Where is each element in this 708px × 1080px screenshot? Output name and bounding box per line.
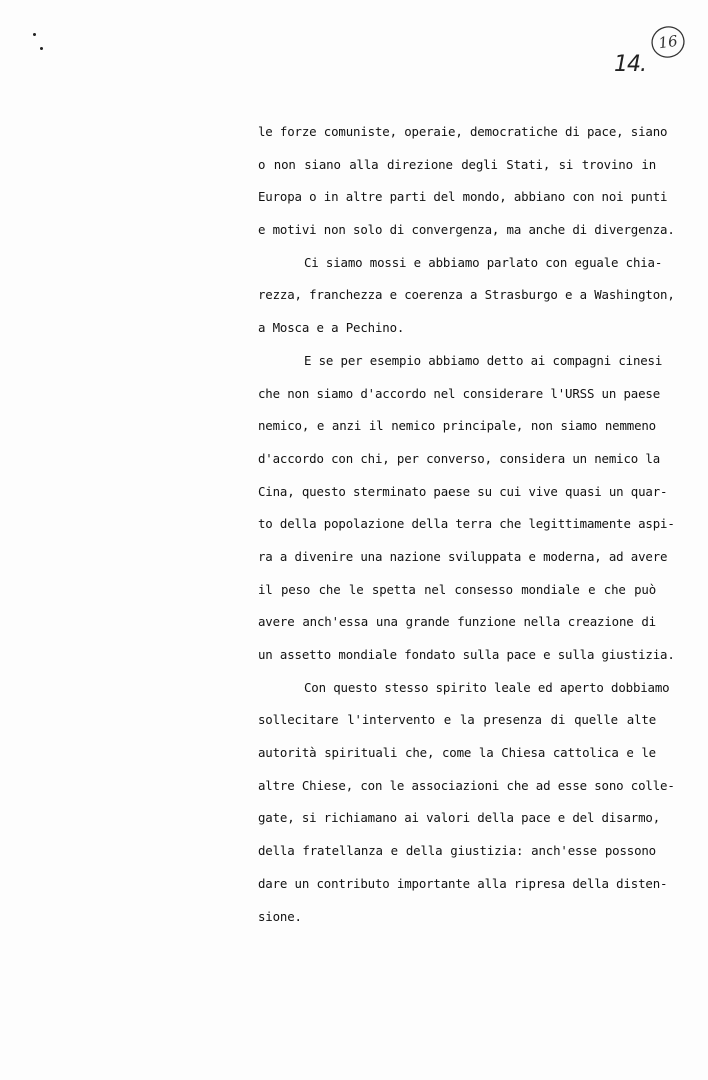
text-line: un assetto mondiale fondato sulla pace e sulla giustizia. (258, 647, 675, 662)
text-line: rezza, franchezza e coerenza a Strasburgo e a Washington, (258, 287, 675, 303)
text-line: il peso che le spetta nel consesso mondiale e che può (258, 581, 656, 597)
scan-mark (40, 47, 43, 50)
text-line: d'accordo con chi, per converso, considera un nemico la (258, 450, 661, 466)
text-line: o non siano alla direzione degli Stati, si trovino in (258, 156, 656, 172)
archive-stamp (650, 24, 686, 60)
typed-text (258, 116, 675, 933)
text-line: ra a divenire una nazione sviluppata e moderna, ad avere (258, 548, 668, 564)
text-line: to della popolazione della terra che legittimamente aspi- (258, 516, 675, 532)
text-line: avere anch'essa una grande funzione nella creazione di (258, 614, 656, 630)
text-line: gate, si richiamano ai valori della pace e del disarmo, (258, 810, 661, 826)
text-line: sollecitare l'intervento e la presenza di quelle alte (258, 712, 656, 728)
text-line: Europa o in altre parti del mondo, abbiano con noi punti (258, 189, 668, 205)
text-line: altre Chiese, con le associazioni che ad esse sono colle- (258, 777, 675, 793)
text-line: e motivi non solo di convergenza, ma anche di divergenza. (258, 222, 675, 238)
text-line: dare un contributo importante alla ripresa della disten- (258, 875, 668, 891)
text-line: Con questo stesso spirito leale ed aperto dobbiamo (304, 679, 670, 695)
page-number: 14. (614, 52, 646, 77)
text-line: Ci siamo mossi e abbiamo parlato con eguale chia- (304, 254, 663, 270)
text-line: Cina, questo sterminato paese su cui vive quasi un quar- (258, 483, 668, 499)
text-line: a Mosca e a Pechino. (258, 320, 405, 336)
stamp-number: 16 (657, 31, 679, 53)
text-line: autorità spirituali che, come la Chiesa cattolica e le (258, 745, 656, 761)
text-line: le forze comuniste, operaie, democratiche di pace, siano (258, 124, 668, 139)
text-line: E se per esempio abbiamo detto ai compagni cinesi (304, 352, 663, 368)
text-line: che non siamo d'accordo nel considerare l'URSS un paese (258, 385, 661, 401)
text-line: nemico, e anzi il nemico principale, non siamo nemmeno (258, 418, 656, 434)
text-line: sione. (258, 908, 302, 924)
scan-mark (33, 33, 36, 36)
text-line: della fratellanza e della giustizia: anch'esse possono (258, 843, 656, 859)
